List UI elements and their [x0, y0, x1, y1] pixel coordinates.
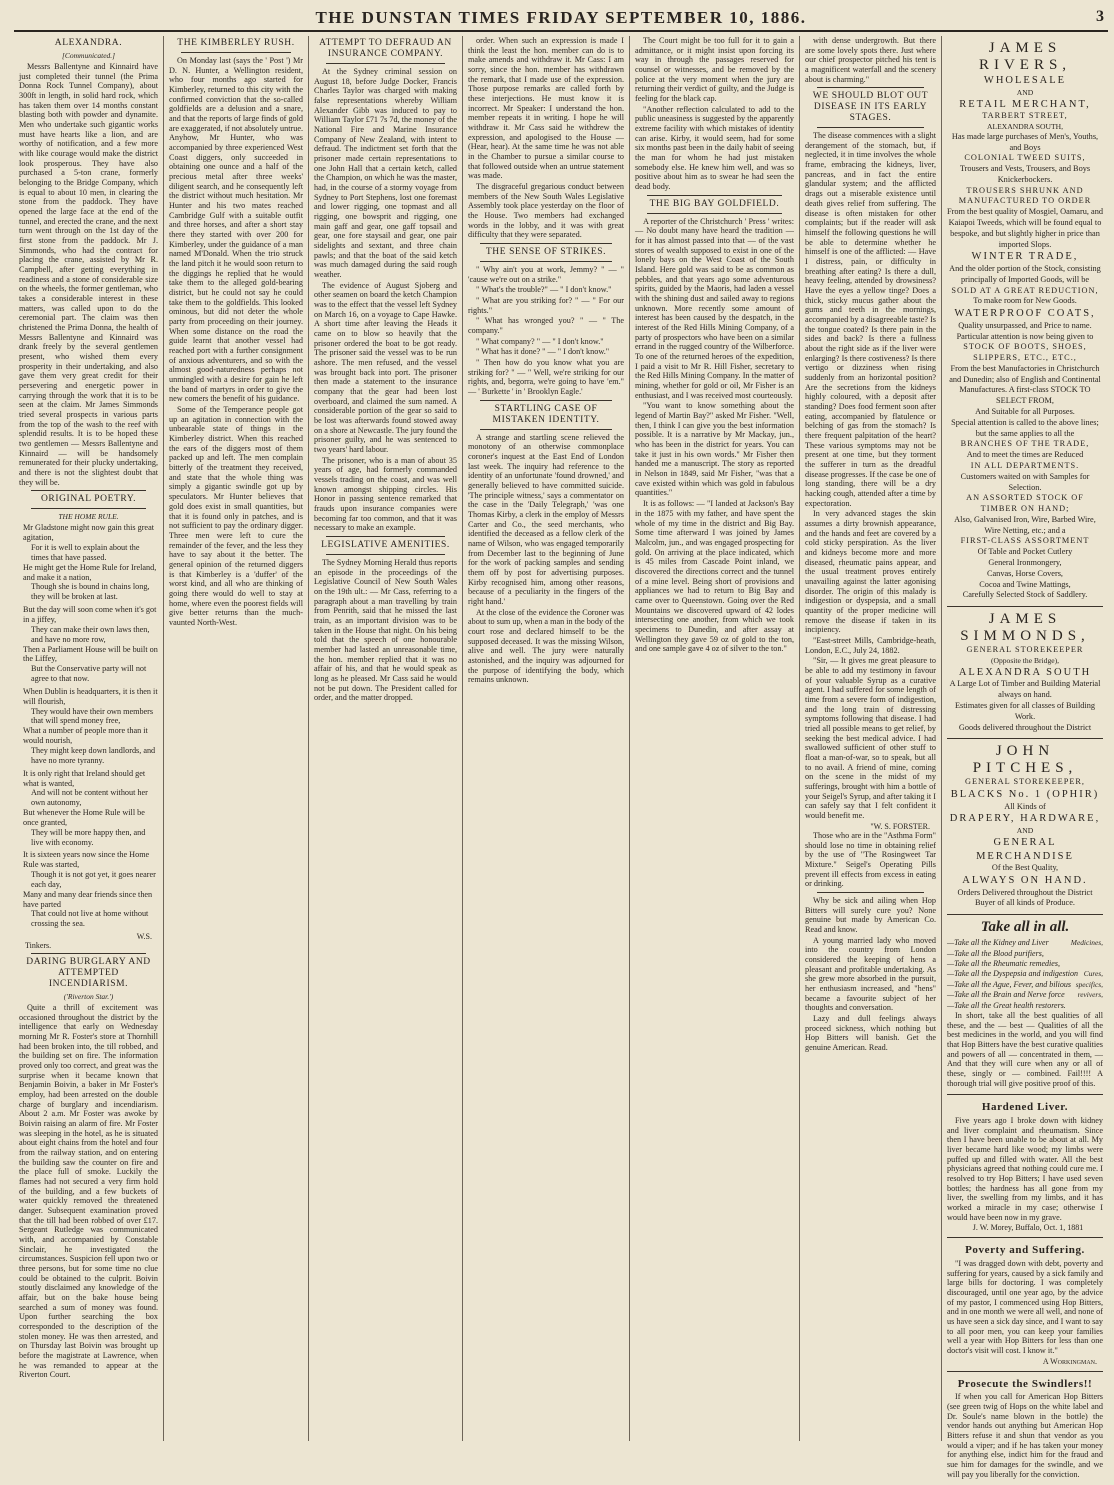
advert-line: RETAIL MERCHANT, — [959, 98, 1091, 110]
advert-row-text: —Take all the Great health restorers. — [947, 1000, 1066, 1010]
advert-james-rivers — [947, 36, 1103, 607]
advert-name: JAMES SIMMONDS, — [960, 611, 1090, 645]
advert-row — [947, 990, 1103, 1000]
article-subheading: ('Riverton Star.') — [63, 991, 114, 1001]
article-paragraph: The prisoner, who is a man of about 35 years of age, had formerly commanded vessels trading on the coast, and was well known amongst shipping circles. His Honor in passing sentence remarked that frauds upon insurance companies were becoming far too common, and that it was necessary to make an example. — [314, 455, 457, 533]
advert-paragraph: "I was dragged down with debt, poverty and suffering for years, caused by a sick family and large bills for doctoring. I was completely discouraged, until one year ago, by the advice of my pastor, I commenced using Hop Bitters, and in one month we were all well, and none of us have seen a sick day since, and I want to say to all poor men, you can keep your families well a year with Hop Bitters for less than one doctor's visit will cost. I know it." — [947, 1259, 1103, 1356]
article-paragraph: In very advanced stages the skin assumes a dirty brownish appearance, and the hands and feet are covered by a cold sticky perspiration. As the liver and kidneys become more and more diseased, rheumatic pains appear, and the usual treatment proves entirely unavailing against the latter agonising disorder. The origin of this malady is indigestion or dyspepsia, and a small quantity of the proper medicine will remove the disease if taken in its incipiency. — [805, 509, 936, 635]
poem-line: It is only right that Ireland should get what is wanted, — [23, 768, 146, 788]
article-paragraph: The disease commences with a slight derangement of the stomach, but, if neglected, it in time involves the whole frame, embracing the kidneys, liver, pancreas, and in fact the entire glandular system; and the afflicted drags out a miserable existence until death gives relief from suffering. The disease is often mistaken for other complaints; but if the reader will ask himself the following questions he will be able to determine whether he himself is one of the afflicted: — Have I distress, pain, or difficulty in breathing after eating? Is there a dull, heavy feeling, attended by drowsiness? Have the eyes a yellow tinge? Does a thick, sticky mucus gather about the gums and teeth in the mornings, accompanied by a disagreeable taste? Is the tongue coated? Is there pain in the sides and back? Is there a fullness about the right side as if the liver were enlarging? Is there costiveness? Is there vertigo or dizziness when rising suddenly from an horizontal position? Are the secretions from the kidneys highly coloured, with a deposit after standing? Does food ferment soon after eating, accompanied by flatulence or belching of gas from the stomach? Is there frequent palpitation of the heart? These various symptoms may not be present at one time, but they torment the sufferer in turn as the dreadful disease progresses. If the case be one of long standing, there will be a dry hacking cough, attended after a time by expectoration. — [805, 131, 936, 508]
advert-paragraph: In short, take all the best qualities of all these, and the — best — Qualities of all the best medicines in the world, and you will find that Hop Bitters have the best curative qualities and powers of all — concentrated in them, — And that they will cure when any or all of these, singly or — combined. Fail!!!! A thorough trial will give positive proof of this. — [947, 1010, 1103, 1088]
poem-line: They will be more happy then, and live with economy. — [31, 827, 146, 847]
poem-stanza — [19, 769, 158, 848]
advert-line: Also, Galvanised Iron, Wire, Barbed Wire, Wire Netting, etc.; and a — [954, 514, 1096, 535]
advert-line: ALEXANDRA SOUTH, — [987, 121, 1063, 131]
advert-line: AND — [1016, 87, 1034, 97]
advert-name: JAMES RIVERS, — [978, 40, 1072, 73]
article-paragraph: order. When such an expression is made I think the least the hon. member can do is to make amends and withdraw it. Mr Cass: I am sorry, since the hon. member has withdrawn the remark, that I made use of the expression. Those purpose remarks are called forth by these interjections. He must know it is incorrect. Mr Speaker: I understand the hon. member repeats it in writing. I hope he will withdraw it. Mr Cass said he withdrew the expression, and apologised to the House — (Hear, hear). At the same time he was not able in the Chamber to pursue a similar course to that followed outside when an untrue statement was made. — [468, 36, 624, 181]
advert-heading: Prosecute the Swindlers!! — [957, 1377, 1093, 1390]
dialogue-line: " What are you striking for? " — " For our rights." — [468, 296, 624, 315]
poem-place: Tinkers. — [25, 941, 52, 951]
article-heading-blot-out-disease: WE SHOULD BLOT OUT DISEASE IN ITS EARLY STAGES. — [812, 91, 929, 124]
advert-line: Trousers and Vests, Trousers, and Boys Knickerbockers. — [959, 164, 1091, 184]
poem-line: Though it is not got yet, it goes nearer each day, — [31, 870, 156, 889]
article-paragraph: A reporter of the Christchurch ' Press ' writes: — No doubt many have heard the tradition — for it has almost passed into that — of the vast stores of wealth supposed to exist in one of the lonely bays on the West Coast of the South Island. Here gold was said to be as common as pebbles, and that years ago some adventurous spirits, guided by the Maoris, had laden a vessel with the shining dust and sailed away to regions unknown. More recently some amount of interest has been caused by the despatch, in the interest of the Red Hills Mining Company, of a party of prospectors who have been on a similar errand in the rugged country of the Wilberforce. To one of the returned heroes of the expedition, I paid a visit to Mr R. Hill Fisher, secretary to the Red Hills Mining Company. In the matter of mining, whether for gold or oil, Mr Fisher is an enthusiast, and I was received most courteously. — [635, 216, 794, 400]
article-subheading: [Communicated.] — [61, 50, 116, 60]
divider — [647, 195, 782, 196]
advert-row-text: —Take all the Ague, Fever, and bilious — [947, 979, 1071, 989]
poem-line: And will not be content without her own autonomy, — [31, 788, 148, 808]
divider — [31, 508, 146, 509]
section-heading-poetry: ORIGINAL POETRY. — [40, 494, 137, 505]
advert-line: Carefully Selected Stock of Saddlery. — [962, 590, 1088, 600]
poem-stanza — [19, 687, 158, 766]
advert-line: Special attention is called to the above lines; but the same applies to all the — [951, 417, 1099, 438]
advert-line: GENERAL STOREKEEPER — [966, 645, 1084, 655]
advert-line: From the best Manufactories in Christchurch and Dunedin; also of English and Continental Manufactures. A first-class STOCK TO SELECT FROM, — [949, 363, 1101, 406]
advert-line: To make room for New Goods. — [973, 296, 1077, 306]
poem-line: Then a Parliament House will be built on the Liffey, — [23, 644, 158, 664]
advert-line: Estimates given for all classes of Building Work. — [954, 700, 1096, 721]
article-heading-burglary: DARING BURGLARY AND ATTEMPTED INCENDIARISM. — [26, 957, 151, 989]
advert-row-text: —Take all the Rheumatic remedies, — [947, 959, 1060, 969]
column-7-advertisements — [942, 36, 1108, 1479]
poem-line: They might keep down landlords, and have no more tyranny. — [31, 745, 156, 765]
advert-hardened-liver — [947, 1095, 1103, 1238]
advert-line: BLACKS No. 1 (OPHIR) — [950, 789, 1100, 801]
article-heading-defraud: ATTEMPT TO DEFRAUD AN INSURANCE COMPANY. — [319, 38, 452, 59]
advert-signature: A Workingman. — [1042, 1356, 1097, 1366]
advert-line: Customers waited on with Samples for Selection. — [960, 471, 1090, 492]
advert-paragraph: If when you call for American Hop Bitters (see green twig of Hops on the white label and Dr. Soule's name blown in the bottle) the vendor hands out anything but American Hop Bitters refuse it and shun that vendor as you would a viper; and if he has taken your money for anything else, indict him for the fraud and sue him for damages for the swindle, and we will pay you liberally for the conviction. — [947, 1392, 1103, 1479]
advert-line: A Large Lot of Timber and Building Material always on hand. — [949, 679, 1101, 700]
advert-row-text: —Take all the Kidney and Liver — [947, 938, 1049, 948]
divider — [817, 892, 924, 893]
advert-paragraph: Why be sick and ailing when Hop Bitters will surely cure you? None genuine but made by American Co. Read and know. — [805, 895, 936, 934]
advert-take-all-in-all — [947, 915, 1103, 1095]
advert-poverty-suffering — [947, 1238, 1103, 1371]
divider — [181, 52, 291, 53]
poem-line: It is sixteen years now since the Home Rule was started, — [23, 850, 150, 870]
dialogue-line: " What has wronged you? " — " The company." — [468, 316, 624, 336]
advert-line: AN ASSORTED STOCK OF TIMBER ON HAND; — [966, 493, 1084, 514]
article-paragraph: A strange and startling scene relieved the monotony of an otherwise commonplace coroner's inquest at the East End of London last week. The inquiry had reference to the identity of an unfortunate 'found drowned,' and generally believed to have committed suicide. 'The principle witness,' says a commentator on the case in the 'Daily Telegraph,' 'was one Thomas Kirby, a clerk in the employ of Messrs Carter and Co., the seed merchants, who identified the deceased as a fellow clerk of the name of Wilson, who was engaged temporarily from December last to the beginning of June for the work of packing samples and sending them off by post for advertising purposes. Kirby recognised him, among other reasons, because of a peculiarity in the fingers of the right hand.' — [468, 432, 624, 607]
advert-line: Of the Best Quality, — [991, 863, 1059, 873]
advert-line: WHOLESALE — [983, 75, 1067, 86]
poem-stanza — [19, 523, 158, 602]
advert-line: WATERPROOF COATS, — [954, 308, 1096, 320]
poem-line: For it is well to explain about the times that have passed. — [31, 543, 140, 562]
divider — [326, 536, 445, 537]
advert-row-suffix: Cures, — [1083, 969, 1103, 979]
newspaper-columns — [14, 36, 1108, 1479]
divider — [480, 243, 612, 244]
newspaper-title: THE DUNSTAN TIMES FRIDAY SEPTEMBER 10, 1886. — [315, 8, 807, 27]
article-paragraph: "Sir, — It gives me great pleasure to be able to add my testimony in favour of your valuable Syrup as a curative agent. I had suffered for some length of time from a severe form of indigestion, and the long train of distressing symptoms following that disease. I had tried all possible means to get relief, by seeking the best medical advice. I had swallowed sufficient of other stuff to float a man-of-war, so to speak, but all to no avail. A friend of mine, coming on the scene in the midst of my sufferings, brought with him a bottle of your Seigel's Syrup, and after taking it I can safely say that I felt confident it would benefit me. — [805, 656, 936, 821]
dialogue-line: " Why ain't you at work, Jemmy? " — " 'cause we're out on a strike." — [468, 265, 624, 284]
poem-stanza — [19, 605, 158, 684]
column-4 — [463, 36, 630, 1441]
divider — [326, 554, 445, 555]
divider — [647, 213, 782, 214]
article-heading-big-bay: THE BIG BAY GOLDFIELD. — [649, 198, 780, 209]
poem-line: Many and many dear friends since then have parted — [23, 889, 153, 909]
poem-line: That could not live at home without crossing the sea. — [31, 909, 149, 929]
advert-john-pitches — [947, 739, 1103, 915]
advert-heading: Take all in all. — [980, 919, 1070, 936]
advert-line: BRANCHES OF THE TRADE, — [960, 439, 1090, 449]
article-heading-mistaken-identity: STARTLING CASE OF MISTAKEN IDENTITY. — [492, 403, 600, 425]
advert-heading: Hardened Liver. — [981, 1101, 1069, 1114]
advert-heading: Poverty and Suffering. — [965, 1244, 1085, 1257]
article-paragraph: with dense undergrowth. But there are some lovely spots there. Just where our chief prospector pitched his tent is a magnificent waterfall and the scenery about is charming." — [805, 36, 936, 84]
advert-line: From the best quality of Mosgiel, Oamaru, and Kaiapoi Tweeds, which will be found equal to bespoke, and but slightly higher in price than imported Slops. — [947, 207, 1104, 249]
divider — [817, 87, 924, 88]
poem-signature: W.S. — [136, 932, 152, 942]
article-paragraph: The Sydney Morning Herald thus reports an episode in the proceedings of the Legislative Council of New South Wales on the 19th ult.: — Mr Cass, referring to a paragraph about a man travelling by train from Penrith, said that he missed the last train, as an important division was to be taken in the House that night. On his being told that the speech of one honourable member had lasted an unreasonable time, the hon. member replied that it was no affair of his, and that he would speak as long as he pleased. Mr Cass said he would not be put down. The President called for order, and the matter dropped. — [314, 558, 457, 703]
poem-stanza — [19, 850, 158, 929]
advert-line: Buyer of all kinds of Produce. — [974, 898, 1075, 908]
article-paragraph: "Another reflection calculated to add to the public uneasiness is suggested by the apparently extreme facility with which mistakes of identity can arise. Kirby, it would seem, had for some six months past been in the daily habit of seeing the man for whom he had just mistaken somebody else. He knew him well, and was so positive about him as to swear he had seen the dead body. — [635, 104, 794, 192]
masthead — [14, 6, 1108, 32]
article-paragraph: The Court might be too full for it to gain a admittance, or it might insist upon forcing its way in through the passages reserved for counsel or witnesses, and be removed by the police at the very moment when the jury are returning their verdict of guilty, and the Judge is feeling for the black cap. — [635, 36, 794, 104]
advert-line: AND — [1016, 826, 1034, 836]
divider — [480, 400, 612, 401]
poem-line: But the day will soon come when it's got in a jiffey, — [23, 605, 157, 624]
advert-line: And Suitable for all Purposes. — [975, 407, 1075, 417]
advert-line: And to meet the times are Reduced — [966, 450, 1084, 460]
article-paragraph: "You want to know something about the legend of Martin Bay?" asked Mr Fisher. "Well, then, I think I can give you the best information possible. It is a narrative by Mr Mackay, jun., who has been in the district for years. You can take it just in his own words." Mr Fisher then handed me a manuscript. The story as reported in Nelson in 1849, said Mr Fisher, "was that a cave existed within which was gold in fabulous quantities." — [635, 401, 794, 498]
article-paragraph: The disgraceful gregarious conduct between members of the New South Wales Legislative Assembly took place yesterday on the floor of the House. Two members had exchanged words in the lobby, and it was with great difficulty that they were separated. — [468, 182, 624, 240]
column-6 — [800, 36, 942, 1441]
advert-row — [947, 949, 1103, 959]
advert-line: Orders Delivered throughout the District — [957, 887, 1093, 897]
advert-line: TROUSERS SHRUNK AND MANUFACTURED TO ORDER — [958, 185, 1092, 206]
advert-name: JOHN PITCHES, — [972, 743, 1078, 777]
column-3 — [309, 36, 463, 1441]
poem-line: When Dublin is headquarters, it is then it will flourish, — [23, 686, 158, 706]
advert-row-suffix: Medicines, — [1070, 938, 1103, 948]
advert-line: General Ironmongery, — [988, 557, 1062, 567]
article-paragraph: Quite a thrill of excitement was occasioned throughout the district by the intelligence that early on Wednesday morning Mr R. Foster's store at Thornhill had been broken into, the till robbed, and the building set on fire. The information proved only too correct, and great was the surprise when it became known that Benjamin Boivin, a baker in Mr Foster's employ, had been arrested on the double charge of burglary and incendiarism. About 2 a.m. Mr Foster was awoke by Boivin raising an alarm of fire. Mr Foster was sleeping in the hotel, as he is situated about eight chains from the hotel and four from the railway station, and on entering the building saw the counter on fire and the place full of smoke. Luckily the flames had not secured a very firm hold of the building, and a few buckets of water quickly removed the threatened danger. Subsequent examination proved that the till had been robbed of over £17. Sergeant Rutledge was communicated with, and accompanied by Constable Sinclair, he investigated the circumstances. Suspicion fell upon two or three persons, but for some time no clue could be obtained to the culprit. Boivin stoutly disclaimed any knowledge of the affair, but on the bake house being searched a sum of money was found. Upon further searching the box corresponded to the description of the stolen money. He was then arrested, and on Thursday last Boivin was brought up before the magistrate at Lawrence, when he was remanded to appear at the Riverton Court. — [19, 1002, 158, 1380]
divider — [31, 490, 146, 491]
advert-line: All Kinds of — [1004, 801, 1046, 811]
poem-line: But whenever the Home Rule will be once granted, — [23, 808, 145, 827]
advert-line: And the older portion of the Stock, consisting principally of Imported Goods, will be — [949, 264, 1101, 284]
advert-line: ALWAYS ON HAND. — [962, 875, 1088, 887]
advert-row-text: —Take all the Dyspepsia and indigestion — [947, 969, 1079, 979]
article-paragraph: The evidence of August Sjoberg and other seamen on board the ketch Champion was to the effect that the vessel left Sydney on March 16, on a voyage to Cape Hawke. A short time after leaving the Heads it came on to blow so heavily that the prisoner ordered the boat to be got ready. The prisoner said the vessel was to be run ashore. The men refused, and the vessel was brought back into port. The prisoner then made a statement to the insurance company that the gear had been lost overboard, and claimed the sum named. A considerable portion of the gear so said to be lost was afterwards found stowed away on a shore at Newcastle. The jury found the prisoner guilty, and he was sentenced to two years' hard labour. — [314, 280, 457, 455]
advert-line: FIRST-CLASS ASSORTMENT — [960, 536, 1090, 546]
poem-title: THE HOME RULE. — [58, 512, 119, 522]
advert-row — [947, 980, 1103, 990]
advert-row-suffix: specifics, — [1075, 979, 1103, 989]
advert-paragraph: Lazy and dull feelings always proceed sickness, which nothing but Hop Bitters will banish. Get the genuine American. Read. — [805, 1013, 936, 1052]
advert-line: WINTER TRADE, — [971, 251, 1079, 263]
advert-line: Goods delivered throughout the District — [958, 722, 1092, 732]
dialogue-line: " What company? " — " I don't know." — [476, 336, 604, 346]
divider — [817, 127, 924, 128]
letter-signature: "W. S. FORSTER. — [870, 821, 930, 831]
advert-line: STOCK OF BOOTS, SHOES, SLIPPERS, ETC., ETC., — [963, 342, 1087, 363]
advert-prosecute-swindlers — [947, 1372, 1103, 1485]
poem-line: They would have their own members that will spend money free, — [31, 706, 154, 726]
poem-line: Mr Gladstone might now gain this great agitation, — [23, 523, 154, 543]
column-1 — [14, 36, 164, 1441]
advert-line: IN ALL DEPARTMENTS. — [970, 460, 1080, 470]
advert-line: SOLD AT A GREAT REDUCTION, — [951, 285, 1099, 295]
divider — [480, 429, 612, 430]
article-paragraph: "East-street Mills, Cambridge-heath, London, E.C., July 24, 1882. — [805, 636, 936, 655]
advert-line: Has made large purchases of Men's, Youths, and Boys — [951, 131, 1099, 152]
divider — [326, 63, 445, 64]
article-heading-strikes: THE SENSE OF STRIKES. — [485, 247, 607, 258]
advert-james-simmonds — [947, 607, 1103, 739]
advert-line: Quality unsurpassed, and Price to name. — [958, 320, 1092, 330]
article-paragraph: On Monday last (says the ' Post ') Mr D. N. Hunter, a Wellington resident, who four months ago started for Kimberley, returned to this city with the confirmed conviction that the so-called goldfields are a delusion and a snare, and that the reports of large finds of gold are exaggerated, if not absolutely untrue. Anyhow, Mr Hunter, who was accompanied by three experienced West Coast diggers, only succeeded in obtaining one ounce and a half of the precious metal after three weeks' diligent search, and he consequently left the district without much hesitation. Mr Hunter and his two mates reached Cambridge Gulf with a suitable outfit and three horses, and after a short stay there they started with over 200 for Kimberley, under the guidance of a man named M'Donald. When the trio struck the land pitch it he would soon return to the diggings he replied that he would take them to the alleged gold-bearing district, but he could not say he could take them to the goldfields. This looked ominous, but did not deter the whole party from proceeding on their journey. When some distance on the road the guide learnt that another vessel had reached port with a further consignment of anxious adventurers, and so with the almost good-naturedness perhaps not unmingled with a desire for gain he left the band of martyrs in order to give the new comers the benefit of his guidance. — [169, 55, 303, 404]
article-paragraph: Those who are in the "Asthma Form" should lose no time in obtaining relief by the use of "The Rosingweet Tar Mixture." Seigel's Operating Pills prevent ill effects from excess in eating or drinking. — [805, 830, 936, 889]
page-number: 3 — [1096, 8, 1104, 25]
advert-row — [947, 969, 1103, 979]
advert-line: Cocoa and Twine Mattings, — [979, 579, 1071, 589]
poem — [19, 523, 158, 929]
poem-line: They can make their own laws then, and have no more row, — [31, 624, 150, 644]
divider — [31, 953, 146, 954]
advert-row — [947, 1001, 1103, 1011]
advert-line: TARBERT STREET, — [982, 111, 1068, 121]
dialogue-line: " What's the trouble?" — " I don't know." — [476, 285, 612, 295]
dialogue-line: " What has it done? " — " I don't know." — [476, 347, 610, 357]
advert-row-text: —Take all the Blood purifiers, — [947, 948, 1044, 958]
advert-paragraph: A young married lady who moved into the country from London considered the keeping of hens a pleasant and profitable undertaking. As she grew more absorbed in the pursuit, her enthusiasm increased, and "hens" became a favourite subject of her thoughts and conversation. — [805, 935, 936, 1013]
poem-line: What a number of people more than it would nourish, — [23, 726, 148, 746]
advert-row — [947, 959, 1103, 969]
advert-line: ALEXANDRA SOUTH — [958, 666, 1092, 678]
column-2 — [164, 36, 309, 1441]
advert-line: Canvas, Horse Covers, — [986, 568, 1064, 578]
dialogue-line: " Then how do you know what you are striking for? " — " Well, we're striking for our rights, and, begorra, we're going to have 'em." — ' Burkette ' in ' Brooklyn Eagle.' — [468, 358, 624, 397]
advert-row-text: —Take all the Brain and Nerve force — [947, 990, 1065, 1000]
article-paragraph: Some of the Temperance people got up an agitation in connection with the unbearable state of things in the Kimberley district. When this reached the ears of the diggers most of them packed up and left. The men complain bitterly of the treatment they received, and state that the whole thing was simply a gigantic swindle got up by speculators. Mr Hunter believes that gold does exist in small quantities, but that it is found only in patches, and is not sufficient to pay the ordinary digger. Three men were left to cure the remainder of the fever, and the less they have to say about it the better. The general opinion of the returned diggers is that Kimberley is a 'duffer' of the worst kind, and all who are thinking of going there would do well to stay at home, where even the poorest fields will give better returns than the much-vaunted North-West. — [169, 405, 303, 627]
advert-line: GENERAL STOREKEEPER, — [964, 777, 1086, 787]
article-paragraph: At the close of the evidence the Coroner was about to sum up, when a man in the body of the court rose and declared himself to be the supposed deceased. It was the missing Wilson, alive and well. The jury were naturally astonished, and the inquiry was adjourned for the purpose of identifying the body, which remains unknown. — [468, 607, 624, 685]
poem-line: Though she is bound in chains long, they will be broken at last. — [31, 582, 150, 602]
advert-row-suffix: revivers, — [1077, 990, 1103, 1000]
advert-line: DRAPERY, HARDWARE, — [949, 813, 1101, 825]
advert-paragraph: Five years ago I broke down with kidney and liver complaint and rheumatism. Since then I have been unable to be about at all. My liver became hard like wood; my limbs were puffed up and filled with water. All the best physicians agreed that nothing could cure me. I resolved to try Hop Bitters; I have used seven bottles; the hardness has all gone from my liver, the swelling from my limbs, and it has worked a miracle in my case; otherwise I would have been now in my grave. — [947, 1116, 1103, 1222]
column-5 — [630, 36, 800, 1441]
article-heading-alexandra: ALEXANDRA. — [54, 38, 123, 48]
article-heading-kimberley: THE KIMBERLEY RUSH. — [177, 38, 295, 48]
poem-line: But the Conservative party will not agree to that now. — [31, 664, 147, 684]
advert-line: Particular attention is now being given to — [956, 331, 1094, 341]
advert-line: Of Table and Pocket Cutlery — [977, 547, 1073, 557]
advert-row — [947, 938, 1103, 948]
poem-line: He might get the Home Rule for Ireland, and make it a nation, — [23, 562, 157, 582]
article-paragraph: Messrs Ballentyne and Kinnaird have just completed their tunnel (the Prima Donna Rock Tunnel Company), about 300ft in length, in solid hard rock, which has taken them over 14 months constant blasting both with powder and dynamite. Men who undertake such gigantic works must have hearts like a lion, and are worthy of notification, and a few more with like courage would make the district look prosperous. They have also purchased a 5-ton crane, formerly belonging to the Bridge Company, which is equal to about 10 men, in clearing the stone from the paddock. They have opened the large face at the end of the tunnel, and erected the crane, and the next turn went through on the 1st day of the first stone from the paddock. Mr J. Simmonds, who had the contract for placing the crane, assisted by Mr R. Campbell, after getting everything in readiness and a stone of considerable size on the wheels, the former gentleman, who takes a considerable interest in these matters, was called upon to do the ceremonial part. The claim was then christened the Prima Donna, the health of Messrs Ballentyne and Kinnaird was drank freely by the several gentlemen present, who wished them every prosperity in their undertaking, and also gave them very great credit for their persevering and energetic power in carrying through the work that it is to be seen at the claim. Mr James Simmonds tried several prospects in various parts from the top of the wash to the reef with splendid results. It is to be hoped these two gentlemen — Messrs Ballentyne and Kinnaird — will be handsomely remunerated for their plucky undertaking, and there is not the slightest doubt that they will be. — [19, 61, 158, 487]
article-paragraph: It is as follows: — "I landed at Jackson's Bay in the 1875 with my father, and have spent the whole of my time in the district and Big Bay. Some time afterward I was joined by James Malcolm, jun., and was engaged prospecting for gold. On arriving at the place indicated, which is 45 miles from Cascade Point inland, we discovered the directions correct and the tunnel of a mine level. Being short of provisions and appliances we had to return to Big Bay and came over to Queenstown. Going over the Red Mountains we discovered upward of 42 lodes intersecting one another, from which we took specimens to Dunedin, and after assay at Wellington they gave 59 oz of gold to the ton, and one sample gave 4 oz of silver to the ton." — [635, 499, 794, 654]
article-paragraph: At the Sydney criminal session on August 18, before Judge Docker, Francis Charles Taylor was charged with making false representations whereby William Alexander Gibb was induced to pay to William Taylor £71 7s 7d, the money of the National Fire and Marine Insurance Company of New Zealand, with intent to defraud. The indictment set forth that the prisoner made certain representations to one John Hall that a certain ketch, called the Champion, on which he was the master, had, in the course of a stormy voyage from Sydney to Port Stephens, lost one foremast and lower rigging, one topmast and all rigging, one bowsprit and rigging, one main gaff and gear, one gaff topsail and gear, one fore staysail and gear, one pair sidelights and sextant, and three chain pawls; and that the boat of the said ketch was much damaged during the said rough weather. — [314, 66, 457, 279]
divider — [480, 261, 612, 262]
article-heading-legislative: LEGISLATIVE AMENITIES. — [321, 540, 450, 551]
advert-line: GENERAL MERCHANDISE — [976, 836, 1074, 862]
advert-signature: J. W. Morey, Buffalo, Oct. 1, 1881 — [972, 1223, 1084, 1233]
advert-line: COLONIAL TWEED SUITS, — [964, 153, 1086, 163]
advert-line: (Opposite the Bridge), — [990, 655, 1060, 665]
